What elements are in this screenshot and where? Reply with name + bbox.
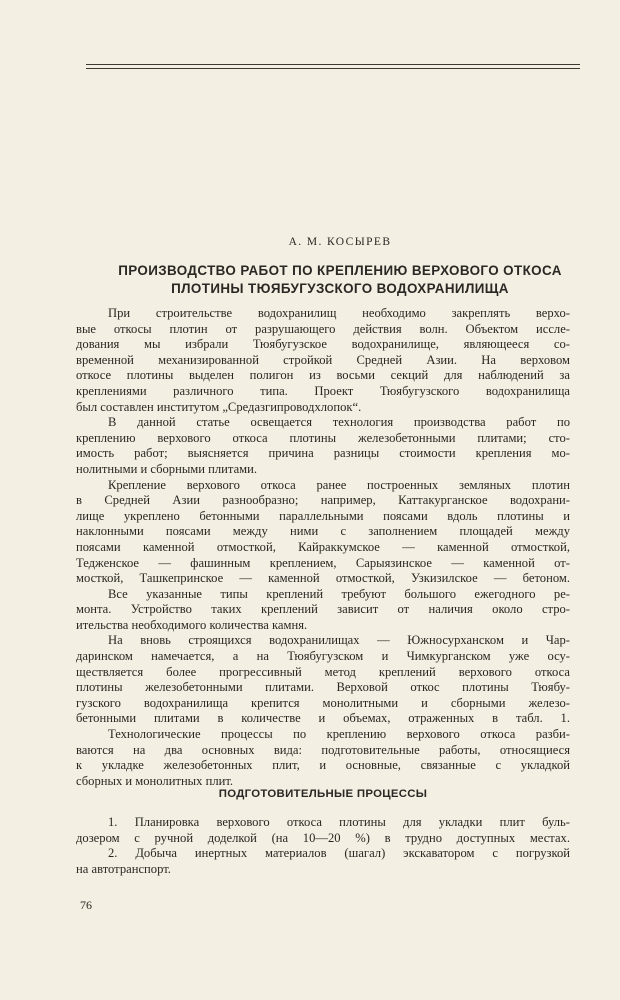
text-line: был составлен институтом „Средазгипроводхлопок“. [76, 399, 362, 414]
title-line: ПЛОТИНЫ ТЮЯБУГУЗСКОГО ВОДОХРАНИЛИЩА [171, 281, 509, 296]
text-line: креплениями различного типа. Проект Тюябугузского водохранилища [76, 383, 570, 398]
article-title [76, 262, 604, 298]
text-line: в Средней Азии разнообразно; например, Каттакурганское водохрани- [76, 493, 570, 508]
text-line: даринском намечается, а на Тюябугузском и Чимкурганском уже осу- [76, 649, 570, 664]
section-heading: ПОДГОТОВИТЕЛЬНЫЕ ПРОЦЕССЫ [218, 788, 428, 800]
article-body [76, 306, 570, 789]
list-item [76, 815, 570, 846]
text-line: дозером с ручной доделкой (на 10—20 %) в трудно доступных местах. [76, 830, 570, 845]
text-line: 2. Добыча инертных материалов (шагал) экскаватором с погрузкой [108, 846, 570, 861]
text-line: 1. Планировка верхового откоса плотины для укладки плит буль- [108, 815, 570, 829]
text-line: нолитными и сборными плитами. [76, 461, 258, 476]
text-line: на автотранспорт. [76, 861, 171, 876]
text-line: к укладке железобетонных плит, и основные, связанные с укладкой [76, 758, 570, 773]
numbered-list [76, 815, 570, 877]
text-line: плотины железобетонными плитами. Верховой откос плотины Тюябу- [76, 680, 570, 695]
text-line: поясами каменной отмосткой, Кайраккумское — каменной отмосткой, [76, 539, 570, 554]
paragraph-5 [76, 633, 570, 727]
text-line: наклонными поясами между ними с заполнением площадей между [76, 524, 570, 539]
paragraph-3 [76, 478, 570, 587]
author-name: А. М. КОСЫРЕВ [288, 236, 392, 248]
header-rule-top [86, 64, 580, 65]
text-line: Все указанные типы креплений требуют большого ежегодного ре- [108, 586, 570, 601]
page-number: 76 [80, 898, 92, 912]
text-line: бетонными плитами в количестве и объемах, отраженных в табл. 1. [76, 711, 570, 726]
text-line: временной механизированной стройкой Средней Азии. На верховом [76, 352, 570, 367]
text-line: В данной статье освещается технология производства работ по [108, 415, 570, 430]
header-rule-bottom [86, 68, 580, 69]
text-line: откосе плотины выделен полигон из восьми секций для наблюдений за [76, 368, 570, 383]
text-line: дования мы избрали Тюябугузское водохранилище, являющееся со- [76, 337, 570, 352]
list-item [76, 846, 570, 877]
paragraph-4 [76, 587, 570, 634]
text-line: При строительстве водохранилищ необходимо закреплять верхо- [108, 306, 570, 320]
text-line: сборных и монолитных плит. [76, 773, 234, 788]
text-line: вые откосы плотин от разрушающего действия волн. Объектом иссле- [76, 321, 570, 336]
text-line: имость работ; выясняется причина разницы стоимости крепления мо- [76, 446, 570, 461]
text-line: Технологические процессы по креплению верхового откоса разби- [108, 727, 570, 742]
text-line: ществляется более прогрессивный метод креплений верхового откоса [76, 664, 570, 679]
paragraph-1 [76, 306, 570, 415]
text-line: Крепление верхового откоса ранее построенных земляных плотин [108, 477, 570, 492]
title-line: ПРОИЗВОДСТВО РАБОТ ПО КРЕПЛЕНИЮ ВЕРХОВОГО ОТКОСА [118, 263, 562, 278]
text-line: ваются на два основных вида: подготовительные работы, относящиеся [76, 742, 570, 757]
text-line: лище укреплено бетонными параллельными поясами вдоль плотины и [76, 508, 570, 523]
text-line: монта. Устройство таких креплений зависит от наличия около стро- [76, 602, 570, 617]
text-line: мосткой, Ташкепринское — каменной отмосткой, Узкизилское — бетоном. [76, 571, 570, 586]
paragraph-2 [76, 415, 570, 477]
text-line: На вновь строящихся водохранилищах — Южносурханском и Чар- [108, 633, 570, 648]
text-line: Тедженское — фашинным креплением, Сарыязинское — каменной от- [76, 555, 570, 570]
text-line: ительства необходимого количества камня. [76, 617, 308, 632]
paragraph-6 [76, 727, 570, 789]
text-line: креплению верхового откоса плотины железобетонными плитами; сто- [76, 430, 570, 445]
text-line: гузского водохранилища крепится монолитными и сборными железо- [76, 695, 570, 710]
